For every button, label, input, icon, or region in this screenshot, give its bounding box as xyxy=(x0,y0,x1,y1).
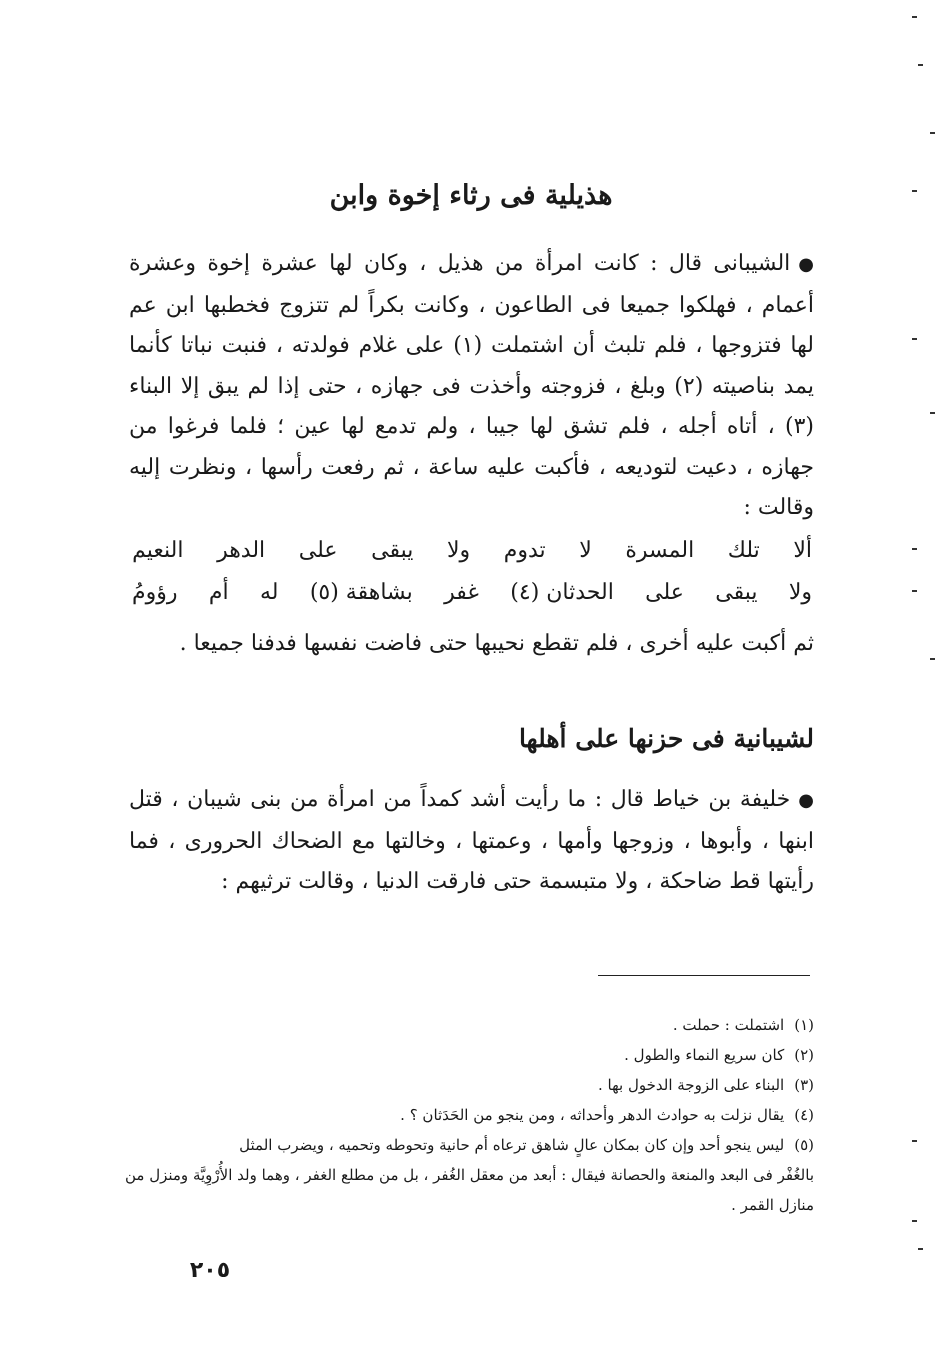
scan-speck xyxy=(930,658,935,660)
poem-word: على xyxy=(645,580,684,605)
poem-word: على xyxy=(298,538,338,563)
poem-verse-1 xyxy=(132,530,812,572)
poem-word: غفر xyxy=(444,580,479,605)
poem-verses xyxy=(132,530,812,614)
paragraph-shaybani-story xyxy=(129,780,814,903)
footnote-text: يقال نزلت به حوادث الدهر وأحداثه ، ومن ينجو من الحَدَثان ؟ . xyxy=(400,1106,785,1124)
scan-speck xyxy=(918,64,923,66)
footnote-number: (٤) xyxy=(794,1106,814,1124)
scan-speck xyxy=(912,590,917,592)
poem-word: يبقى xyxy=(715,580,758,605)
footnote-number: (٣) xyxy=(794,1076,814,1094)
scan-speck xyxy=(912,1220,917,1222)
footnote-text: كان سريع النماء والطول . xyxy=(624,1046,785,1064)
footnote-4 xyxy=(124,1100,814,1130)
section-title-hudhayli: هذيلية فى رثاء إخوة وابن xyxy=(329,180,613,211)
poem-word: لا xyxy=(579,538,592,563)
page-number: ٢٠٥ xyxy=(189,1258,231,1283)
paragraph-text: الشيبانى قال : كانت امرأة من هذيل ، وكان لها عشرة إخوة وعشرة أعمام ، فهلكوا جميعا فى الطاعون ، وكانت بكراً لم تتزوج فخطبها ابن عم لها فتزوجها ، فلم تلبث أن اشتملت (١) على غلام فولدته ، فنبت نباتا كأنما يمد بناصيته (٢) وبلغ ، فزوجته وأخذت فى جهازه ، حتى إذا لم يبق إلا البناء (٣) ، أتاه أجله ، فلم تشق لها جيبا ، ولم تدمع لها عين ؛ فلما فرغوا من جهازه ، دعيت لتوديعه ، فأكبت عليه ساعة ، ثم رفعت رأسها ، ونظرت إليه وقالت : xyxy=(129,251,814,520)
scan-speck xyxy=(912,548,917,550)
bullet-icon: ● xyxy=(798,254,814,275)
footnote-number: (١) xyxy=(794,1016,814,1034)
footnote-divider xyxy=(598,975,810,976)
poem-word: بشاهقة (٥) xyxy=(309,580,413,605)
footnote-5-continuation: بالغُفْر فى البعد والمنعة والحصانة فيقال : أبعد من معقل الغُفر ، بل من مطلع الغفر ، وهما ولد الأُرْوِيَّة ومنزل من منازل القمر . xyxy=(124,1166,814,1214)
footnote-number: (٢) xyxy=(794,1046,814,1064)
footnote-text: البناء على الزوجة الدخول بها . xyxy=(598,1076,785,1094)
paragraph-text: خليفة بن خياط قال : ما رأيت أشد كمداً من امرأة من بنى شيبان ، قتل ابنها ، وأبوها ، وزوجها وأمها ، وعمتها ، وخالتها مع الضحاك الحرورى ، فما رأيتها قط ضاحكة ، ولا متبسمة حتى فارقت الدنيا ، وقالت ترثيهم : xyxy=(129,787,814,894)
poem-word: تلك xyxy=(727,538,760,563)
poem-word: تدوم xyxy=(503,538,546,563)
footnote-text: ليس ينجو أحد وإن كان بمكان عالٍ شاهق ترعاه أم حانية وتحوطه وتحميه ، ويضرب المثل xyxy=(239,1136,785,1154)
bullet-icon: ● xyxy=(798,790,814,811)
poem-word: ولا xyxy=(446,538,471,563)
footnote-1 xyxy=(124,1010,814,1040)
footnote-text: اشتملت : حملت . xyxy=(672,1016,785,1034)
footnotes xyxy=(124,1010,814,1220)
poem-word: الدهر xyxy=(217,538,266,563)
scan-speck xyxy=(912,16,917,18)
paragraph-hudhayli-ending: ثم أكبت عليه أخرى ، فلم تقطع نحيبها حتى فاضت نفسها فدفنا جميعا . xyxy=(179,631,814,656)
footnote-2 xyxy=(124,1040,814,1070)
poem-word: رؤومُ xyxy=(132,580,178,605)
scan-speck xyxy=(912,190,917,192)
poem-word: يبقى xyxy=(371,538,414,563)
scan-speck xyxy=(930,132,935,134)
scan-speck xyxy=(912,1140,917,1142)
poem-word: ألا xyxy=(793,538,812,563)
scan-speck xyxy=(930,412,935,414)
poem-word: له xyxy=(259,580,279,605)
scan-speck xyxy=(912,338,917,340)
footnote-3 xyxy=(124,1070,814,1100)
paragraph-hudhayli-story xyxy=(129,244,814,529)
scan-speck xyxy=(918,1248,923,1250)
poem-word: أم xyxy=(208,580,229,605)
poem-word: الحدثان (٤) xyxy=(510,580,614,605)
section-title-shaybani: لشيبانية فى حزنها على أهلها xyxy=(518,724,814,753)
footnote-5 xyxy=(124,1130,814,1160)
poem-word: النعيم xyxy=(132,538,184,563)
poem-word: المسرة xyxy=(625,538,695,563)
poem-verse-2 xyxy=(132,572,812,614)
footnote-number: (٥) xyxy=(794,1136,814,1154)
poem-word: ولا xyxy=(788,580,812,605)
